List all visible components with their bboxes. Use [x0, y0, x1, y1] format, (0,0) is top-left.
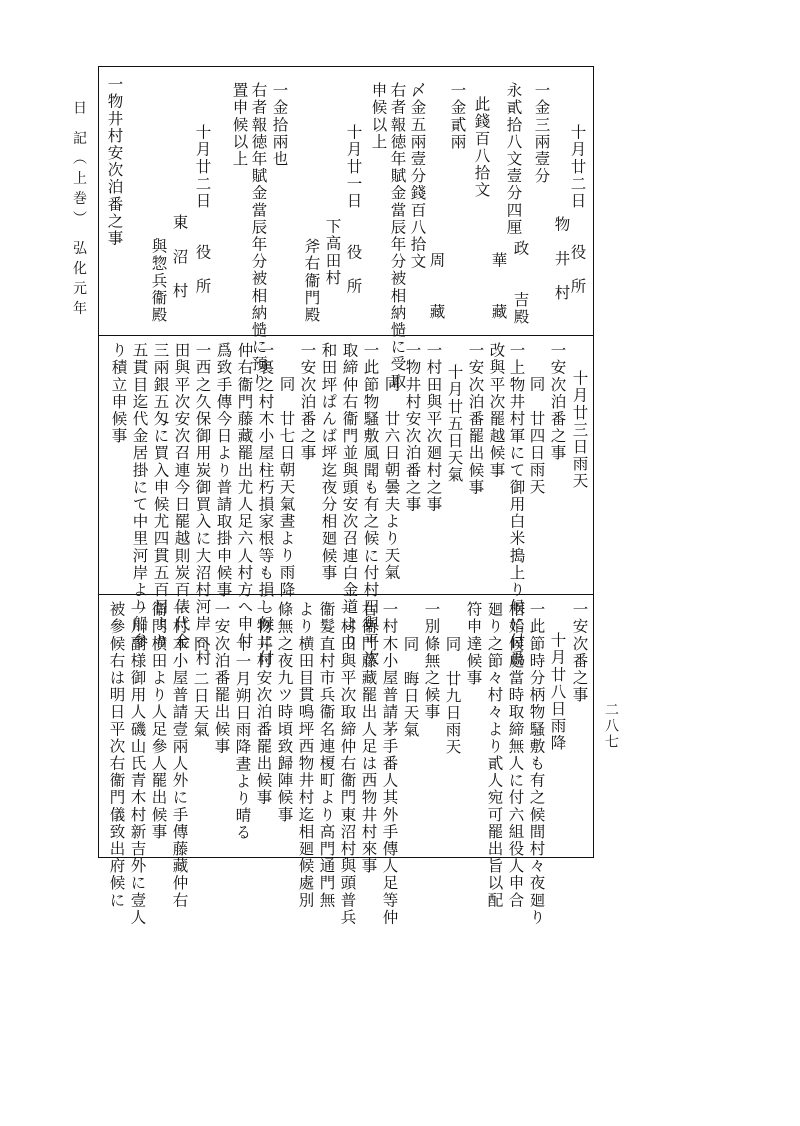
text-column: 仲右衞門藤藏罷出尤人足六人村方へ申付	[235, 342, 254, 650]
text-column: 被參候右は明日平次右衞門儀致出府候に	[107, 601, 126, 909]
text-column: 一裏之村木小屋柱朽損家根等も損し候に付	[256, 342, 275, 667]
text-column: 華 藏	[489, 252, 508, 321]
text-column: 此錢百八拾文	[472, 96, 491, 199]
text-column: 衞門横田より人足參人罷出候事	[149, 601, 168, 841]
text-column: 一安次泊番之事	[298, 342, 317, 462]
text-column: 一安次番之事	[570, 601, 589, 704]
text-column: 十月廿二日 役 所	[568, 124, 587, 295]
text-column: 一別條無之候事	[422, 601, 441, 721]
text-column: 一安次泊番之事	[548, 342, 567, 462]
text-column: 右者報徳年賦金當辰年分被相納慥に預り	[249, 82, 268, 390]
text-column: 一安次泊番罷出候事	[466, 342, 485, 496]
text-column: 永貳拾八文壹分四厘	[504, 82, 523, 236]
text-column: 一川副様御用人磯山氏青木村新吉外に壹人	[128, 601, 147, 926]
text-column: より横田目貫鳴坪西物井村迄相廻候處別	[296, 601, 315, 909]
text-column: 一此節物騷敷風聞も有之候に付村田與平次	[361, 342, 380, 667]
text-column: 相始候處當時取締無人に付六組役人申合	[506, 601, 525, 909]
text-column: 十月廿五日天氣	[445, 364, 464, 484]
text-column: 〆金五兩壹分錢百八拾文	[408, 82, 427, 271]
text-column: 爲致手傳今日より普請取掛申候事	[214, 342, 233, 599]
text-column: 十月廿一日 役 所	[344, 124, 363, 295]
text-column: 十月廿八日雨降	[548, 632, 567, 752]
text-column: 一物井村安次泊番之事	[105, 76, 124, 247]
text-column: 同 廿四日雨天	[527, 376, 546, 496]
text-column: 條無之夜九ツ時頃致歸陣候事	[275, 601, 294, 824]
text-column: 下高田村	[323, 218, 342, 287]
text-column: 三兩銀五匁に買入申候尤四貫五百目より	[151, 342, 170, 650]
text-column: 一西之久保御用炭御買入に大沼村河岸へ村	[193, 342, 212, 667]
text-column: 置申候以上	[230, 82, 249, 168]
text-column: 斧右衞門殿	[302, 238, 321, 324]
section-divider-upper	[98, 335, 594, 336]
text-column: 五貫目迄代金居掛にて中里河岸より船參	[130, 342, 149, 650]
text-column: 和田坪ぱんば坪迄夜分相廻候事	[319, 342, 338, 582]
text-column: 一金貳兩	[448, 82, 467, 151]
text-column: 政 吉殿	[511, 240, 530, 326]
text-column: 衞髮直村市兵衞名連榎町より高門通門無	[317, 601, 336, 909]
text-column: 一物井村安次泊番之事	[403, 342, 422, 513]
text-column: 一金三兩壹分	[532, 82, 551, 185]
text-column: 東 沼 村	[170, 214, 189, 300]
text-column: 同 廿六日朝曇夫より天氣	[382, 376, 401, 582]
text-column: 物 井 村	[552, 216, 571, 302]
running-head-left: 日 記（上巻） 弘化元年	[71, 100, 87, 321]
text-column: 田與平次安次召連今日罷越則炭百俵代金	[172, 342, 191, 650]
text-column: 申候以上	[369, 82, 388, 151]
page-number: 二八七	[603, 702, 619, 750]
text-column: り積立申候事	[109, 342, 128, 445]
text-column: 右衞門藤藏罷出人足は西物井村來事	[359, 601, 378, 875]
text-column: 周 藏	[427, 252, 446, 321]
text-column: 十月廿三日雨天	[570, 370, 589, 490]
text-column: 一安次泊番罷出候事	[212, 601, 231, 755]
text-column: 同 晦日天氣	[401, 636, 420, 739]
text-column: 同 二日天氣	[191, 636, 210, 739]
text-column: 一村木小屋普請壹兩人外に手傳藤藏仲右	[170, 601, 189, 909]
text-column: 十一月朔日雨降晝より晴る	[233, 636, 252, 842]
text-column: 一上物井村軍にて御用白米搗上り候に付爲	[507, 342, 526, 667]
text-column: 右者報徳年賦金當辰年分被相納慥に受取	[388, 82, 407, 390]
text-column: 同 廿九日雨天	[443, 636, 462, 756]
text-column: 改與平次罷越候事	[487, 342, 506, 479]
text-column: 一村木小屋普請茅手番人其外手傳人足等仲	[380, 601, 399, 926]
text-column: 廻り之節々村々より貳人宛可罷出旨以配	[485, 601, 504, 909]
text-column: 一此節時分柄物騷敷も有之候間村々夜廻り	[527, 601, 546, 926]
text-column: 取締仲右衞門並與頭安次召連白金道より	[340, 342, 359, 650]
text-column: 與惣兵衞殿	[149, 238, 168, 324]
text-column: 十月廿二日 役 所	[193, 124, 212, 295]
text-column: 一村田與平次取締仲右衞門東沼村與頭普兵	[338, 601, 357, 926]
text-column: 一物井村安次泊番罷出候事	[254, 601, 273, 807]
text-column: 一金拾兩也	[270, 82, 289, 168]
text-column: 符申達候事	[464, 601, 483, 687]
text-column: 一村田與平次廻村之事	[424, 342, 443, 513]
text-column: 同 廿七日朝天氣晝より雨降	[277, 376, 296, 599]
